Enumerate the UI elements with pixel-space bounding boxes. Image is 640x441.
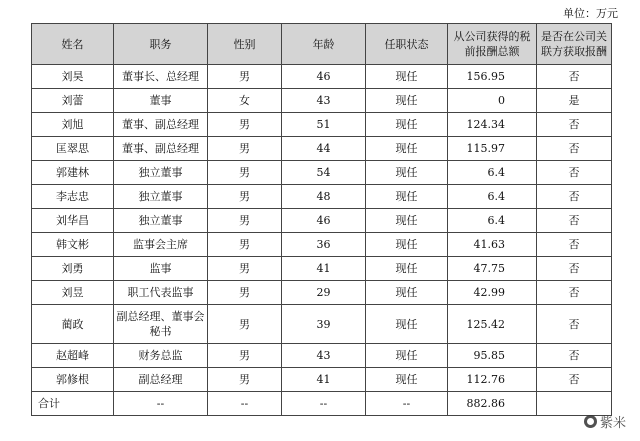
watermark <box>584 412 626 431</box>
cell-position: 独立董事 <box>114 161 208 185</box>
cell-position: 董事 <box>114 89 208 113</box>
cell-gender: 男 <box>208 161 282 185</box>
table-row <box>32 209 612 233</box>
cell-name: 匡翠思 <box>32 137 114 161</box>
cell-status: 现任 <box>366 344 448 368</box>
cell-pay: 125.42 <box>448 305 537 344</box>
cell-position: 职工代表监事 <box>114 281 208 305</box>
cell-gender: 男 <box>208 305 282 344</box>
total-status: -- <box>366 392 448 416</box>
cell-name: 刘勇 <box>32 257 114 281</box>
header-position: 职务 <box>114 24 208 65</box>
cell-related: 否 <box>537 305 612 344</box>
cell-name: 刘蕾 <box>32 89 114 113</box>
cell-related: 否 <box>537 233 612 257</box>
cell-name: 韩文彬 <box>32 233 114 257</box>
cell-gender: 男 <box>208 185 282 209</box>
cell-status: 现任 <box>366 281 448 305</box>
cell-pay: 6.4 <box>448 185 537 209</box>
cell-related: 否 <box>537 161 612 185</box>
cell-age: 43 <box>282 89 366 113</box>
table-row <box>32 257 612 281</box>
table-row <box>32 185 612 209</box>
cell-age: 54 <box>282 161 366 185</box>
cell-related: 否 <box>537 344 612 368</box>
cell-status: 现任 <box>366 113 448 137</box>
table-row <box>32 161 612 185</box>
cell-name: 刘昱 <box>32 281 114 305</box>
cell-name: 郭修根 <box>32 368 114 392</box>
total-age: -- <box>282 392 366 416</box>
total-gender: -- <box>208 392 282 416</box>
cell-related: 否 <box>537 137 612 161</box>
total-label: 合计 <box>32 392 114 416</box>
cell-position: 监事 <box>114 257 208 281</box>
cell-gender: 男 <box>208 65 282 89</box>
cell-pay: 156.95 <box>448 65 537 89</box>
cell-name: 赵超峰 <box>32 344 114 368</box>
table-row <box>32 233 612 257</box>
cell-related: 否 <box>537 185 612 209</box>
unit-label: 单位：万元 <box>563 7 618 20</box>
compensation-table <box>31 23 612 416</box>
cell-gender: 女 <box>208 89 282 113</box>
cell-position: 独立董事 <box>114 209 208 233</box>
cell-status: 现任 <box>366 305 448 344</box>
cell-age: 46 <box>282 65 366 89</box>
table-row <box>32 281 612 305</box>
cell-age: 36 <box>282 233 366 257</box>
cell-pay: 41.63 <box>448 233 537 257</box>
cell-status: 现任 <box>366 209 448 233</box>
table-row <box>32 65 612 89</box>
cell-related: 否 <box>537 368 612 392</box>
header-age: 年龄 <box>282 24 366 65</box>
swirl-logo-icon <box>584 415 597 428</box>
cell-pay: 95.85 <box>448 344 537 368</box>
cell-related: 是 <box>537 89 612 113</box>
cell-related: 否 <box>537 281 612 305</box>
cell-name: 郭建林 <box>32 161 114 185</box>
table-row <box>32 89 612 113</box>
cell-gender: 男 <box>208 368 282 392</box>
cell-name: 蔺政 <box>32 305 114 344</box>
cell-age: 44 <box>282 137 366 161</box>
cell-status: 现任 <box>366 89 448 113</box>
total-position: -- <box>114 392 208 416</box>
cell-age: 43 <box>282 344 366 368</box>
table-row <box>32 137 612 161</box>
cell-age: 39 <box>282 305 366 344</box>
cell-age: 41 <box>282 257 366 281</box>
cell-name: 刘华昌 <box>32 209 114 233</box>
cell-pay: 47.75 <box>448 257 537 281</box>
table-header-row <box>32 24 612 65</box>
cell-pay: 6.4 <box>448 161 537 185</box>
cell-gender: 男 <box>208 113 282 137</box>
header-status: 任职状态 <box>366 24 448 65</box>
cell-related: 否 <box>537 113 612 137</box>
cell-name: 李志忠 <box>32 185 114 209</box>
total-row <box>32 392 612 416</box>
cell-position: 副总经理 <box>114 368 208 392</box>
cell-pay: 112.76 <box>448 368 537 392</box>
cell-position: 副总经理、董事会秘书 <box>114 305 208 344</box>
table-row <box>32 368 612 392</box>
cell-status: 现任 <box>366 137 448 161</box>
table-row <box>32 344 612 368</box>
cell-related: 否 <box>537 209 612 233</box>
total-pay: 882.86 <box>448 392 537 416</box>
header-name: 姓名 <box>32 24 114 65</box>
cell-position: 财务总监 <box>114 344 208 368</box>
cell-gender: 男 <box>208 233 282 257</box>
cell-pay: 42.99 <box>448 281 537 305</box>
cell-status: 现任 <box>366 233 448 257</box>
cell-status: 现任 <box>366 368 448 392</box>
cell-gender: 男 <box>208 257 282 281</box>
cell-gender: 男 <box>208 137 282 161</box>
cell-status: 现任 <box>366 257 448 281</box>
cell-status: 现任 <box>366 161 448 185</box>
table-row <box>32 305 612 344</box>
cell-age: 29 <box>282 281 366 305</box>
cell-gender: 男 <box>208 209 282 233</box>
cell-pay: 124.34 <box>448 113 537 137</box>
cell-position: 监事会主席 <box>114 233 208 257</box>
cell-pay: 0 <box>448 89 537 113</box>
header-pay: 从公司获得的税前报酬总额 <box>448 24 537 65</box>
cell-position: 董事、副总经理 <box>114 137 208 161</box>
cell-gender: 男 <box>208 281 282 305</box>
cell-age: 46 <box>282 209 366 233</box>
cell-name: 刘旭 <box>32 113 114 137</box>
cell-age: 41 <box>282 368 366 392</box>
cell-gender: 男 <box>208 344 282 368</box>
cell-related: 否 <box>537 65 612 89</box>
cell-position: 董事长、总经理 <box>114 65 208 89</box>
cell-pay: 6.4 <box>448 209 537 233</box>
cell-age: 48 <box>282 185 366 209</box>
table-row <box>32 113 612 137</box>
cell-related: 否 <box>537 257 612 281</box>
cell-status: 现任 <box>366 185 448 209</box>
cell-name: 刘昊 <box>32 65 114 89</box>
cell-position: 独立董事 <box>114 185 208 209</box>
cell-status: 现任 <box>366 65 448 89</box>
watermark-text: 紫米 <box>599 416 626 431</box>
header-related: 是否在公司关联方获取报酬 <box>537 24 612 65</box>
cell-age: 51 <box>282 113 366 137</box>
cell-position: 董事、副总经理 <box>114 113 208 137</box>
header-gender: 性别 <box>208 24 282 65</box>
cell-pay: 115.97 <box>448 137 537 161</box>
